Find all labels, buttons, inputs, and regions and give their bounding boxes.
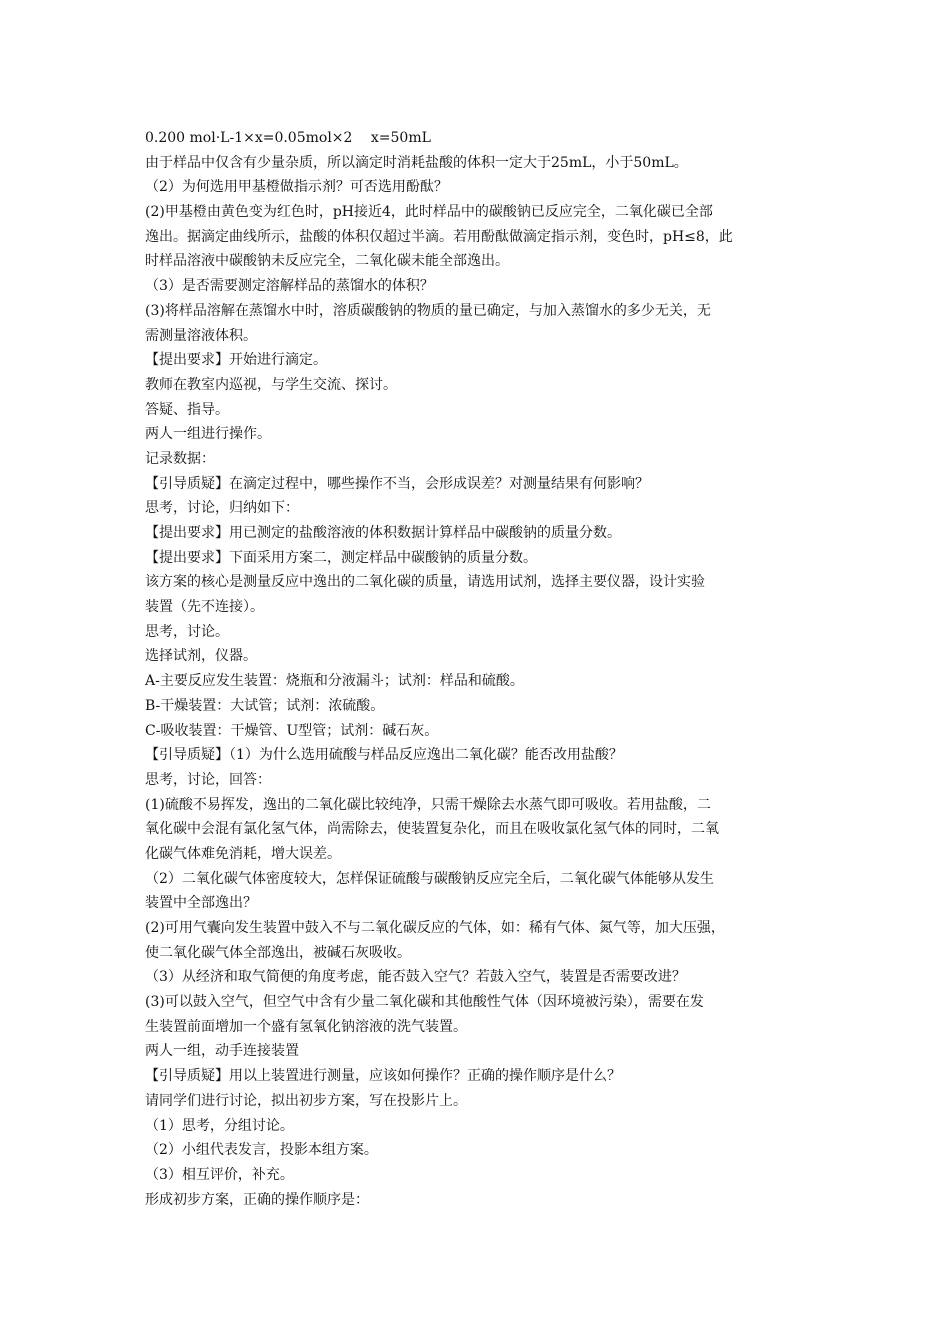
text-line: 思考，讨论，归纳如下： bbox=[145, 500, 299, 517]
text-line: 装置中全部逸出？ bbox=[145, 895, 257, 912]
text-line: 形成初步方案，正确的操作顺序是： bbox=[145, 1191, 369, 1208]
text-line: 生装置前面增加一个盛有氢氧化钠溶液的洗气装置。 bbox=[145, 1018, 467, 1035]
text-line: 选择试剂，仪器。 bbox=[145, 648, 257, 665]
text-line: （2）二氧化碳气体密度较大，怎样保证硫酸与碳酸钠反应完全后，二氧化碳气体能够从发生 bbox=[145, 870, 714, 887]
text-line: 时样品溶液中碳酸钠未反应完全，二氧化碳未能全部逸出。 bbox=[145, 253, 509, 270]
text-line: (3)可以鼓入空气，但空气中含有少量二氧化碳和其他酸性气体（因环境被污染），需要在发 bbox=[145, 994, 704, 1011]
text-line: (1)硫酸不易挥发，逸出的二氧化碳比较纯净，只需干燥除去水蒸气即可吸收。若用盐酸，二 bbox=[145, 796, 711, 813]
text-line: (3)将样品溶解在蒸馏水中时，溶质碳酸钠的物质的量已确定，与加入蒸馏水的多少无关，无 bbox=[145, 302, 711, 319]
text-line: 教师在教室内巡视，与学生交流、探讨。 bbox=[145, 376, 397, 393]
text-line: B-干燥装置：大试管；试剂：浓硫酸。 bbox=[145, 697, 385, 714]
text-line: 【引导质疑】（1）为什么选用硫酸与样品反应逸出二氧化碳？能否改用盐酸？ bbox=[145, 747, 623, 764]
text-line: 使二氧化碳气体全部逸出，被碱石灰吸收。 bbox=[145, 944, 411, 961]
text-line: 【引导质疑】在滴定过程中，哪些操作不当，会形成误差？对测量结果有何影响？ bbox=[145, 475, 649, 492]
text-line: 0.200 mol·L-1×x=0.05mol×2 x=50mL bbox=[145, 130, 431, 146]
text-line: (2)甲基橙由黄色变为红色时，pH接近4，此时样品中的碳酸钠已反应完全，二氧化碳已全部 bbox=[145, 204, 713, 221]
text-line: 两人一组进行操作。 bbox=[145, 426, 271, 443]
text-line: C-吸收装置：干燥管、U型管；试剂：碱石灰。 bbox=[145, 722, 439, 739]
text-line: 记录数据： bbox=[145, 450, 215, 467]
text-line: 装置（先不连接）。 bbox=[145, 599, 264, 616]
text-line: 思考，讨论。 bbox=[145, 623, 229, 640]
text-line: （1）思考，分组讨论。 bbox=[145, 1117, 294, 1134]
text-line: 逸出。据滴定曲线所示，盐酸的体积仅超过半滴。若用酚酞做滴定指示剂，变色时，pH≤8，此 bbox=[145, 228, 733, 245]
text-line: 【提出要求】用已测定的盐酸溶液的体积数据计算样品中碳酸钠的质量分数。 bbox=[145, 525, 621, 541]
text-line: 答疑、指导。 bbox=[145, 401, 229, 418]
text-line: （3）从经济和取气简便的角度考虑，能否鼓入空气？若鼓入空气，装置是否需要改进？ bbox=[145, 969, 686, 986]
text-line: （2）小组代表发言，投影本组方案。 bbox=[145, 1142, 378, 1159]
text-line: 请同学们进行讨论，拟出初步方案，写在投影片上。 bbox=[145, 1092, 467, 1109]
text-line: 【引导质疑】用以上装置进行测量，应该如何操作？正确的操作顺序是什么？ bbox=[145, 1068, 621, 1085]
text-line: 该方案的核心是测量反应中逸出的二氧化碳的质量，请选用试剂，选择主要仪器，设计实验 bbox=[145, 574, 705, 591]
text-line: 化碳气体难免消耗，增大误差。 bbox=[145, 845, 341, 862]
text-line: （3）相互评价，补充。 bbox=[145, 1166, 294, 1183]
text-line: 【提出要求】开始进行滴定。 bbox=[145, 352, 327, 369]
text-line: 由于样品中仅含有少量杂质，所以滴定时消耗盐酸的体积一定大于25mL，小于50mL。 bbox=[145, 154, 688, 171]
text-line: （2）为何选用甲基橙做指示剂？可否选用酚酞？ bbox=[145, 179, 448, 196]
text-line: 需测量溶液体积。 bbox=[145, 327, 257, 344]
document-page bbox=[145, 126, 810, 1212]
text-line: （3）是否需要测定溶解样品的蒸馏水的体积？ bbox=[145, 278, 434, 295]
text-line: 氧化碳中会混有氯化氢气体，尚需除去，使装置复杂化，而且在吸收氯化氢气体的同时，二氧 bbox=[145, 821, 719, 838]
text-line: (2)可用气囊向发生装置中鼓入不与二氧化碳反应的气体，如：稀有气体、氮气等，加大压强， bbox=[145, 920, 725, 936]
text-line: 【提出要求】下面采用方案二，测定样品中碳酸钠的质量分数。 bbox=[145, 549, 537, 566]
text-line: A-主要反应发生装置：烧瓶和分液漏斗；试剂：样品和硫酸。 bbox=[145, 673, 524, 690]
text-line: 思考，讨论，回答： bbox=[145, 771, 271, 788]
text-line: 两人一组，动手连接装置 bbox=[145, 1043, 299, 1060]
